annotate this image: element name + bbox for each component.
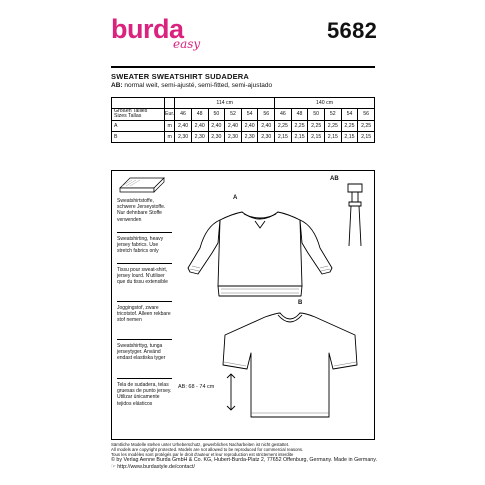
- publisher-line: © by Verlag Aenne Burda GmbH & Co. KG, Hubert-Burda-Platz 2, 77652 Offenburg, Germany. Made in Germany.: [111, 457, 377, 463]
- title-rule-top: [111, 66, 375, 68]
- yardage-cell: 2,40: [258, 120, 275, 131]
- subtitle-text: normal weit, semi-ajusté, semi-fitted, semi-ajustado: [122, 82, 273, 89]
- size-cell: 52: [325, 109, 342, 121]
- view-label-b: B: [298, 300, 303, 306]
- size-cell: 54: [341, 109, 358, 121]
- brand-sub: easy: [173, 37, 201, 51]
- burda-easy-logo: [111, 14, 211, 51]
- fabric-swatch-icon: [116, 174, 168, 198]
- yardage-cell: 2,15: [341, 131, 358, 142]
- yardage-cell: 2,15: [325, 131, 342, 142]
- copyright-en: All models are copyright protected. Models are not allowed to be reproduced for commercial reasons.: [111, 447, 304, 452]
- length-arrow-icon: [225, 372, 237, 412]
- yardage-cell: 2,15: [308, 131, 325, 142]
- eur-unit: Eur.: [165, 109, 175, 121]
- yardage-cell: 2,25: [325, 120, 342, 131]
- fabric-text-es: Tela de sudadera, telas gruesas de punto jersey. Utilizar únicamente tejidos elásticos: [117, 382, 172, 407]
- copyright-fr: Tous les modèles sont protégés par le droit d'auteur et leur reproduction est strictement interdite: [111, 452, 294, 457]
- contact-link[interactable]: ☞ http://www.burdastyle.de/contact/: [111, 464, 195, 470]
- pattern-number: 5682: [327, 18, 378, 43]
- brand-name: burda: [111, 14, 184, 44]
- size-cell: 56: [258, 109, 275, 121]
- size-cell: 50: [308, 109, 325, 121]
- yardage-cell: 2,15: [291, 131, 308, 142]
- yardage-cell: 2,40: [241, 120, 258, 131]
- yardage-cell: 2,25: [291, 120, 308, 131]
- twin-needle-icon: [340, 180, 370, 250]
- yardage-cell: 2,30: [208, 131, 225, 142]
- size-label-2: Sizes Tallas: [114, 113, 142, 120]
- yardage-cell: 2,40: [175, 120, 192, 131]
- divider: [117, 339, 172, 340]
- row-label: A: [112, 120, 165, 131]
- width-140: 140 cm: [275, 98, 375, 109]
- view-label-ab: AB: [330, 176, 339, 182]
- row-unit: m: [165, 131, 175, 142]
- divider: [117, 232, 172, 233]
- yardage-cell: 2,25: [275, 120, 292, 131]
- size-cell: 48: [191, 109, 208, 121]
- yardage-cell: 2,30: [258, 131, 275, 142]
- yardage-table: [111, 97, 375, 143]
- size-cell: 48: [291, 109, 308, 121]
- pattern-title: SWEATER SWEATSHIRT SUDADERA: [111, 72, 250, 81]
- size-cell: 56: [358, 109, 375, 121]
- divider: [117, 378, 172, 379]
- subtitle-prefix: AB:: [111, 82, 123, 89]
- ab-length-label: AB: 68 - 74 cm: [178, 384, 215, 390]
- fabric-text-sv: Sweatshirttyg, tunga jerseytyger. Använd endast elastiska tyger: [117, 343, 166, 362]
- view-label-a: A: [233, 195, 238, 201]
- yardage-cell: 2,30: [225, 131, 242, 142]
- yardage-cell: 2,40: [225, 120, 242, 131]
- fabric-text-fr: Tissu pour sweat-shirt, jersey lourd. N'utiliser que du tissu extensible: [117, 267, 168, 286]
- divider: [117, 263, 172, 264]
- copyright-de: Sämtliche Modelle stehen unter Urheberschutz, gewerbliches Nacharbeiten ist nicht gestattet.: [111, 442, 290, 447]
- size-cell: 52: [225, 109, 242, 121]
- sweatshirt-a-drawing: [180, 198, 340, 308]
- yardage-cell: 2,25: [358, 120, 375, 131]
- table-row-b: [112, 131, 375, 142]
- size-cell: 54: [241, 109, 258, 121]
- fabric-text-en: Sweatshirting, heavy jersey fabrics. Use stretch fabrics only: [117, 236, 164, 255]
- fabric-text-nl: Joggingstof, zware tricotstof. Alleen rekbare stof nemen: [117, 305, 171, 324]
- yardage-cell: 2,30: [191, 131, 208, 142]
- size-label-1: Größen Tailles: [114, 108, 148, 114]
- table-row-a: [112, 120, 375, 131]
- size-cell: 46: [175, 109, 192, 121]
- size-cell: 46: [275, 109, 292, 121]
- yardage-cell: 2,25: [341, 120, 358, 131]
- row-label: B: [112, 131, 165, 142]
- size-cell: 50: [208, 109, 225, 121]
- yardage-cell: 2,30: [175, 131, 192, 142]
- yardage-cell: 2,40: [208, 120, 225, 131]
- yardage-cell: 2,15: [275, 131, 292, 142]
- row-unit: m: [165, 120, 175, 131]
- width-114: 114 cm: [175, 98, 275, 109]
- table-group-row: [112, 98, 375, 109]
- table-header-row: [112, 109, 375, 121]
- yardage-cell: 2,40: [191, 120, 208, 131]
- yardage-cell: 2,30: [241, 131, 258, 142]
- yardage-cell: 2,25: [308, 120, 325, 131]
- sweatshirt-b-drawing: [215, 305, 365, 430]
- divider: [117, 301, 172, 302]
- yardage-cell: 2,15: [358, 131, 375, 142]
- pattern-subtitle: [111, 82, 272, 89]
- fabric-text-de: Sweatshirtstoffe, schwere Jerseystoffe. Nur dehnbare Stoffe verwenden: [117, 198, 166, 223]
